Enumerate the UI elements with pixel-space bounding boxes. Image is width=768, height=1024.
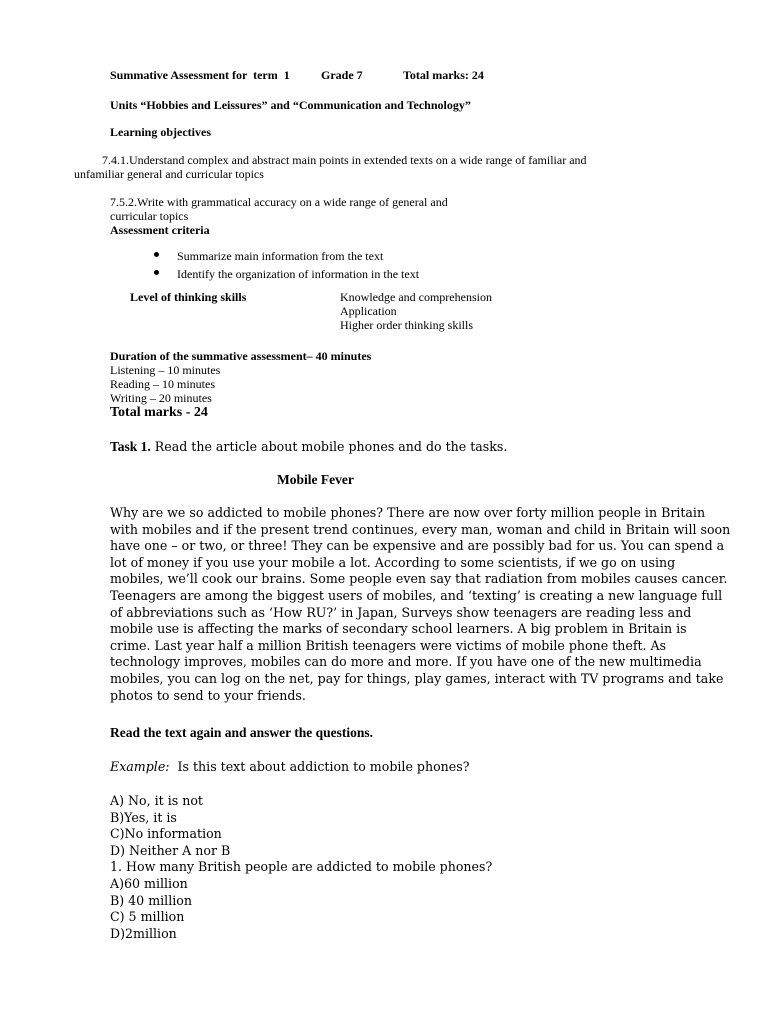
article-line: Why are we so addicted to mobile phones? There are now over forty million people in Britain	[110, 505, 706, 520]
header-total-marks: Total marks: 24	[403, 68, 484, 82]
article-title: Mobile Fever	[277, 472, 354, 487]
article-line: Teenagers are among the biggest users of mobiles, and ‘texting’ is creating a new language full	[110, 587, 723, 603]
question-1-option-c: C) 5 million	[110, 909, 185, 925]
duration-reading: Reading – 10 minutes	[110, 377, 215, 391]
article-line: lot of money if you use your mobile a lot. According to some scientists, if we go on using	[110, 554, 676, 570]
article-line: mobiles, we’ll cook our brains. Some people even say that radiation from mobiles causes cancer.	[110, 571, 728, 587]
thinking-skill-level-2: Application	[340, 304, 397, 318]
objective-1-line-1: 7.4.1.Understand complex and abstract main points in extended texts on a wide range of familiar and	[102, 153, 587, 167]
grade: Grade 7	[321, 68, 363, 82]
thinking-skills-label: Level of thinking skills	[130, 290, 247, 304]
article-line: photos to send to your friends.	[110, 687, 306, 703]
question-lines	[110, 793, 492, 942]
total-marks: Total marks - 24	[110, 405, 208, 420]
example-option-c: C)No information	[110, 826, 222, 842]
example-option-a: A) No, it is not	[110, 793, 203, 808]
criteria-item-2: Identify the organization of information in the text	[177, 267, 420, 281]
duration-writing: Writing – 20 minutes	[110, 391, 212, 405]
thinking-skill-level-1: Knowledge and comprehension	[340, 290, 492, 304]
assessment-title: Summative Assessment for term 1	[110, 68, 290, 82]
duration-listening: Listening – 10 minutes	[110, 363, 221, 377]
objective-2-line-1: 7.5.2.Write with grammatical accuracy on a wide range of general and	[110, 195, 448, 209]
objective-1-line-2: unfamiliar general and curricular topics	[74, 167, 264, 181]
criteria-item-1: Summarize main information from the text	[177, 249, 384, 263]
example-label: Example:	[110, 759, 170, 774]
article-line: have one – or two, or three! They can be expensive and are possibly bad for us. You can spend a	[110, 538, 725, 554]
article-line: of abbreviations such as ‘How RU?’ in Japan, Surveys show teenagers are reading less and	[110, 604, 692, 620]
article-line: mobile use is affecting the marks of secondary school learners. A big problem in Britain is	[110, 621, 687, 637]
bullet-icon	[154, 252, 159, 257]
example-option-d: D) Neither A nor B	[110, 842, 231, 858]
task-1-instruction: Read the article about mobile phones and do the tasks.	[150, 439, 508, 454]
article-line: crime. Last year half a million British teenagers were victims of mobile phone theft. As	[110, 637, 667, 653]
duration-heading: Duration of the summative assessment– 40 minutes	[110, 349, 372, 363]
question-1: 1. How many British people are addicted to mobile phones?	[110, 859, 493, 875]
example-option-b: B)Yes, it is	[110, 809, 177, 825]
article-line: with mobiles and if the present trend continues, every man, woman and child in Britain will soon	[110, 521, 731, 537]
header-line	[110, 68, 484, 82]
learning-objectives-heading: Learning objectives	[110, 125, 211, 139]
assessment-criteria-heading: Assessment criteria	[110, 223, 210, 237]
article-line: technology improves, mobiles can do more and more. If you have one of the new multimedia	[110, 654, 702, 670]
example-line	[110, 759, 469, 776]
article-body	[110, 505, 731, 704]
question-1-option-b: B) 40 million	[110, 892, 192, 908]
units-heading: Units “Hobbies and Leissures” and “Communication and Technology”	[110, 98, 471, 112]
article-line: mobiles, you can log on the net, pay for things, play games, interact with TV programs and take	[110, 670, 724, 686]
thinking-skill-level-3: Higher order thinking skills	[340, 318, 473, 332]
bullet-icon	[154, 270, 159, 275]
question-1-option-a: A)60 million	[110, 875, 188, 891]
example-question: Is this text about addiction to mobile phones?	[169, 759, 470, 774]
objective-2-line-2: curricular topics	[110, 209, 189, 223]
question-1-option-d: D)2million	[110, 925, 177, 941]
task-1-label: Task 1.	[110, 439, 151, 454]
task-1-line	[110, 439, 507, 456]
questions-heading: Read the text again and answer the questions.	[110, 725, 374, 740]
